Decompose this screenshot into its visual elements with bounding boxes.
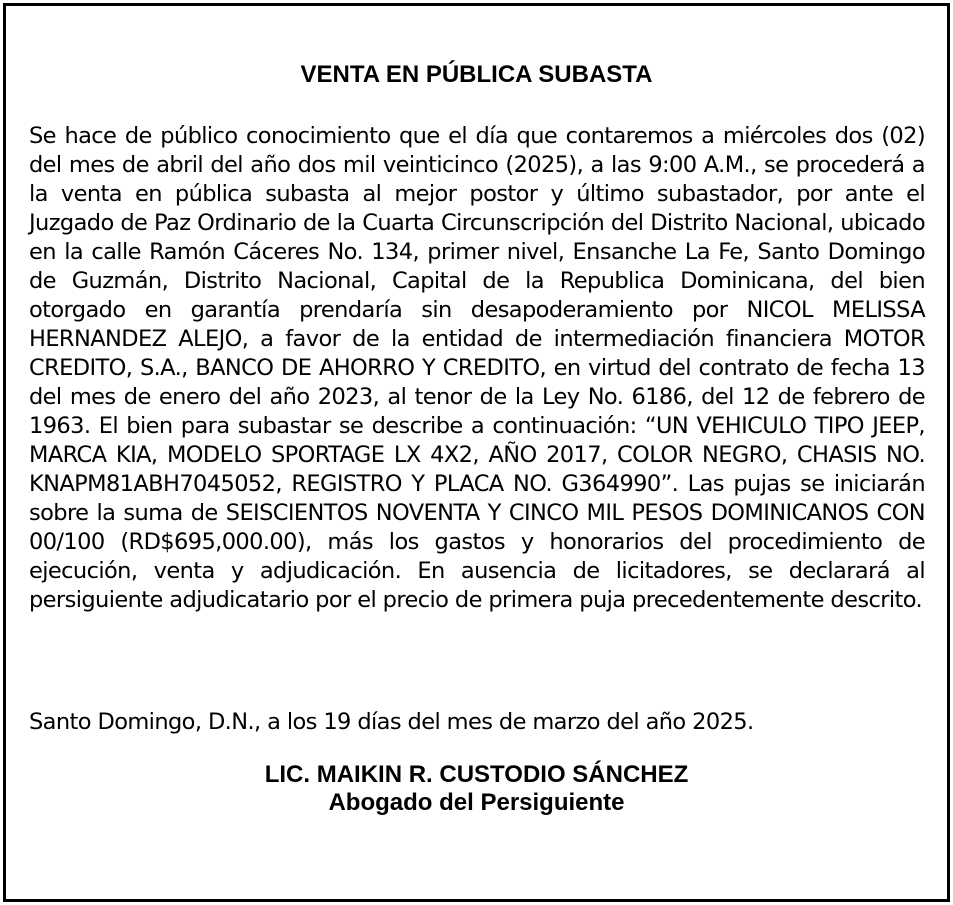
notice-frame [3, 3, 950, 902]
notice-title: VENTA EN PÚBLICA SUBASTA [300, 61, 653, 88]
signer-role: Abogado del Persiguiente [328, 789, 625, 816]
notice-body: Se hace de público conocimiento que el día que contaremos a miércoles dos (02) del mes de abril del año dos mil veinticinco (2025), a las 9:00 A.M., se procederá a la venta en pública subasta al mejor postor y último subastador, por ante el Juzgado de Paz Ordinario de la Cuarta Circunscripción del Distrito Nacional, ubicado en la calle Ramón Cáceres No. 134, primer nivel, Ensanche La Fe, Santo Domingo de Guzmán, Distrito Nacional, Capital de la Republica Dominicana, del bien otorgado en garantía prendaría sin desapoderamiento por NICOL MELISSA HERNANDEZ ALEJO, a favor de la entidad de intermediación financiera MOTOR CREDITO, S.A., BANCO DE AHORRO Y CREDITO, en virtud del contrato de fecha 13 del mes de enero del año 2023, al tenor de la Ley No. 6186, del 12 de febrero de 1963. El bien para subastar se describe a continuación: “UN VEHICULO TIPO JEEP, MARCA KIA, MODELO SPORTAGE LX 4X2, AÑO 2017, COLOR NEGRO, CHASIS NO. KNAPM81ABH7045052, REGISTRO Y PLACA NO. G364990”. Las pujas se iniciarán sobre la suma de SEISCIENTOS NOVENTA Y CINCO MIL PESOS DOMINICANOS CON 00/100 (RD$695,000.00), más los gastos y honorarios del procedimiento de ejecución, venta y adjudicación. En ausencia de licitadores, se declarará al persiguiente adjudicatario por el precio de primera puja precedentemente descrito. [29, 123, 925, 613]
signer-name: LIC. MAIKIN R. CUSTODIO SÁNCHEZ [264, 761, 689, 788]
notice-date-line: Santo Domingo, D.N., a los 19 días del mes de marzo del año 2025. [29, 709, 754, 735]
